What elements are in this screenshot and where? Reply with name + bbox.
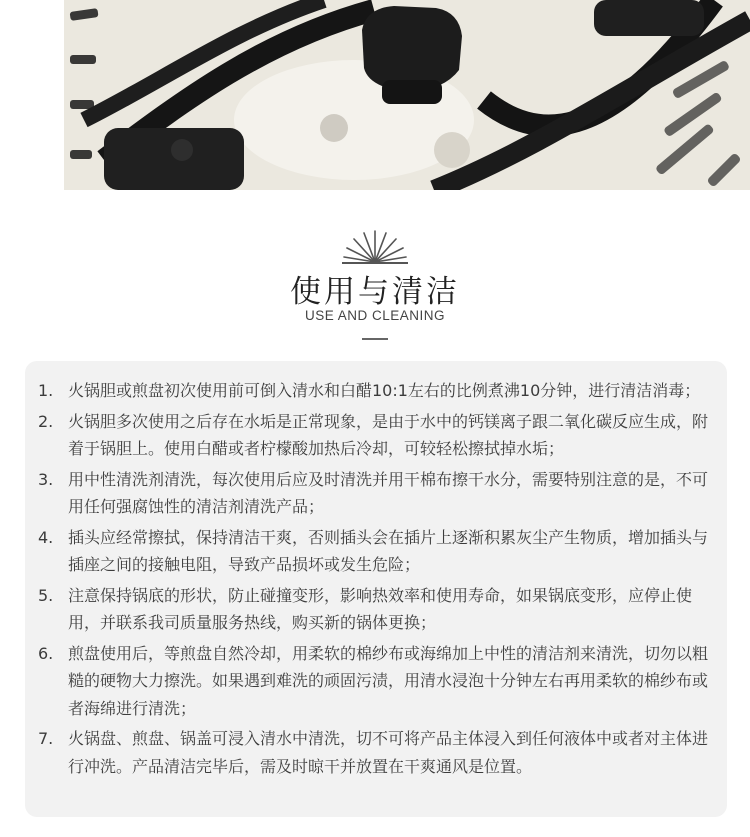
instruction-text: 注意保持锅底的形状，防止碰撞变形，影响热效率和使用寿命，如果锅底变形，应停止使用，并联系我司质量服务热线，购买新的锅体更换； — [68, 585, 693, 632]
title-divider — [362, 338, 388, 340]
instructions-list — [38, 377, 714, 783]
cord-illustration — [64, 0, 750, 190]
instruction-text: 火锅胆多次使用之后存在水垢是正常现象，是由于水中的钙镁离子跟二氧化碳反应生成，附着于锅胆上。使用白醋或者柠檬酸加热后冷却，可较轻松擦拭掉水垢； — [68, 411, 709, 458]
instruction-text: 火锅胆或煎盘初次使用前可倒入清水和白醋10:1左右的比例煮沸10分钟，进行清洁消毒； — [68, 381, 701, 400]
instruction-number: 3. — [38, 469, 54, 489]
instruction-number: 1. — [38, 381, 54, 400]
instruction-number: 2. — [38, 411, 54, 431]
product-photo-power-cord — [64, 0, 750, 190]
instruction-item — [38, 408, 714, 463]
instruction-number: 7. — [38, 729, 54, 748]
instruction-text: 插头应经常擦拭，保持清洁干爽，否则插头会在插片上逐渐积累灰尘产生物质，增加插头与插座之间的接触电阻，导致产品损坏或发生危险； — [68, 527, 709, 574]
instruction-item — [38, 582, 714, 637]
instruction-item — [38, 466, 714, 521]
instruction-number: 4. — [38, 527, 54, 547]
sunburst-icon — [342, 228, 408, 266]
instruction-item — [38, 725, 714, 780]
instruction-text: 用中性清洗剂清洗，每次使用后应及时清洗并用干棉布擦干水分，需要特别注意的是，不可用任何强腐蚀性的清洁剂清洗产品； — [68, 469, 709, 516]
section-title: 使用与清洁 — [290, 274, 460, 310]
instruction-item — [38, 640, 714, 723]
section-subtitle: USE AND CLEANING — [304, 308, 446, 323]
instruction-number: 6. — [38, 643, 54, 663]
instruction-text: 煎盘使用后，等煎盘自然冷却，用柔软的棉纱布或海绵加上中性的清洁剂来清洗，切勿以粗糙的硬物大力擦洗。如果遇到难洗的顽固污渍，用清水浸泡十分钟左右再用柔软的棉纱布或者海绵进行清洗； — [68, 643, 709, 718]
instruction-item — [38, 377, 714, 405]
instruction-number: 5. — [38, 585, 54, 605]
instruction-text: 火锅盘、煎盘、锅盖可浸入清水中清洗，切不可将产品主体浸入到任何液体中或者对主体进行冲洗。产品清洁完毕后，需及时晾干并放置在干爽通风是位置。 — [68, 729, 709, 776]
instruction-item — [38, 524, 714, 579]
